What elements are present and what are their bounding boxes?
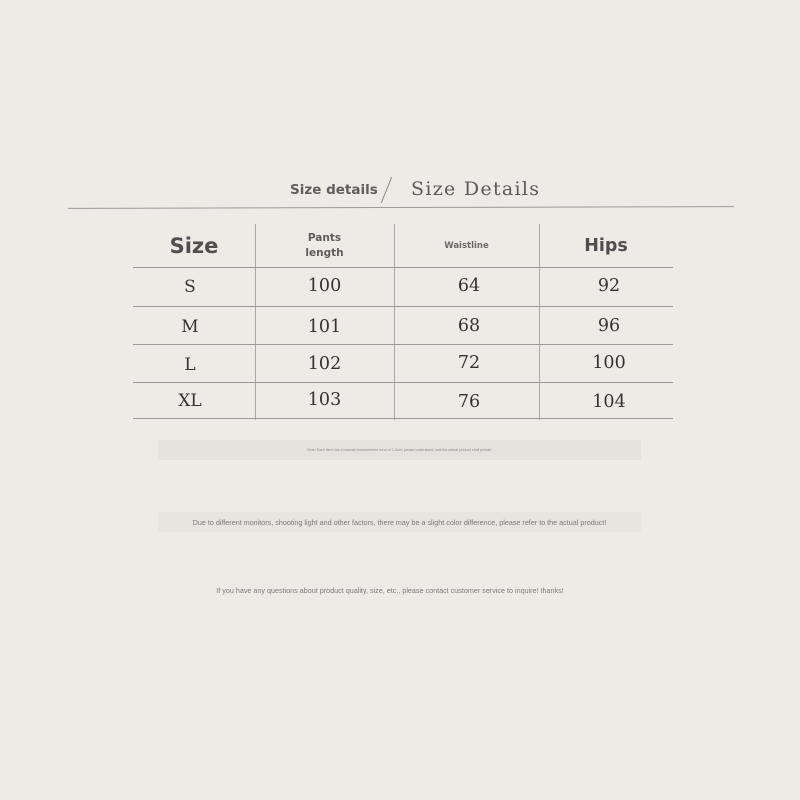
header-hips: Hips xyxy=(584,235,628,256)
row-hips: 96 xyxy=(597,315,621,336)
row-waistline: 72 xyxy=(457,353,481,373)
measurement-note: Note: Each item has a manual measurement error of 1-3cm; please understand, and the actual product shall prevail. xyxy=(158,440,641,460)
header-pants-length-line1: Pants xyxy=(307,231,342,244)
row-pants-length: 100 xyxy=(307,276,342,296)
row-hips: 104 xyxy=(592,392,626,412)
row-hips: 100 xyxy=(592,353,626,373)
header-size: Size xyxy=(169,233,219,258)
header-pants-length-line2: length xyxy=(305,246,344,259)
row-size: XL xyxy=(178,391,202,411)
heading-rule xyxy=(68,206,734,209)
row-waistline: 76 xyxy=(457,392,481,412)
header-pants-length xyxy=(255,224,394,267)
row-pants-length: 102 xyxy=(307,354,342,374)
row-waistline: 68 xyxy=(457,315,481,336)
heading-divider-slash xyxy=(381,177,392,203)
header-waistline: Waistline xyxy=(444,240,489,251)
row-size: S xyxy=(184,277,196,297)
row-size: L xyxy=(184,355,196,375)
contact-note: If you have any questions about product quality, size, etc., please contact customer service to inquire! thanks! xyxy=(216,585,564,595)
heading-title: Size details xyxy=(290,182,378,198)
row-size: M xyxy=(181,317,199,337)
section-heading xyxy=(0,176,800,206)
heading-subtitle: Size Details xyxy=(411,178,541,200)
color-difference-note: Due to different monitors, shooting light and other factors, there may be a slight color difference, please refer to the actual product! xyxy=(158,512,641,532)
row-pants-length: 103 xyxy=(307,389,342,410)
size-table xyxy=(133,224,673,420)
row-pants-length: 101 xyxy=(307,317,342,337)
row-hips: 92 xyxy=(597,276,621,296)
row-waistline: 64 xyxy=(457,276,481,296)
